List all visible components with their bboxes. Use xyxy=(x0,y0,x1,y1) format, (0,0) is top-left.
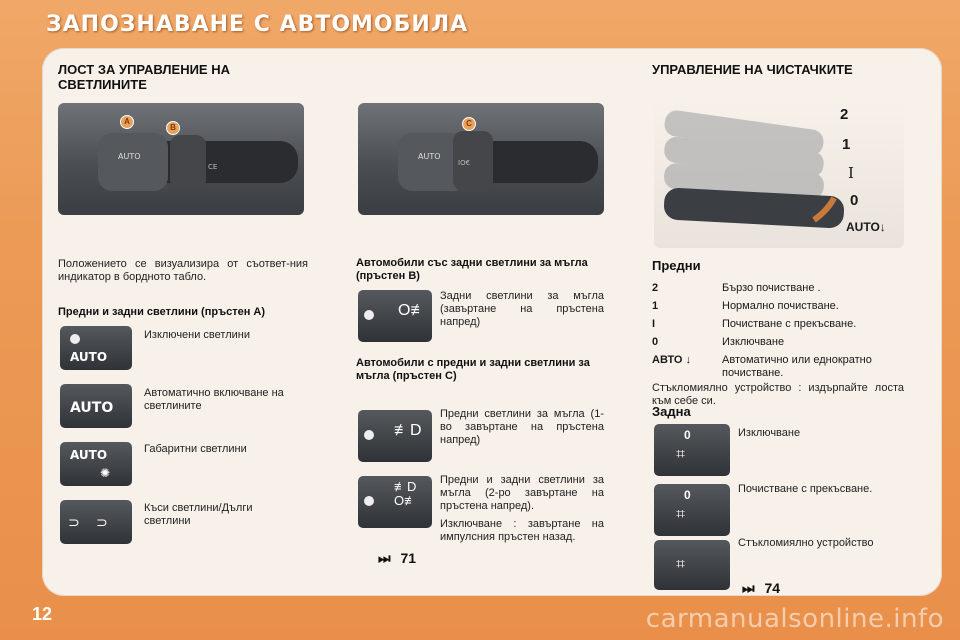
front-wiper-item xyxy=(652,300,912,314)
front-wiper-key: 1 xyxy=(652,300,659,312)
wiper-stalk-photo xyxy=(654,100,904,248)
lights-beam-thumb xyxy=(60,500,132,544)
watermark: carmanualsonline.info xyxy=(645,604,944,634)
front-fog-icon: ≢D xyxy=(394,422,422,439)
wipers-page-ref xyxy=(742,580,780,597)
washer-text: Стъкломиялно устройство : издърпайте лоста към себе си. xyxy=(652,382,904,407)
marker-a: A xyxy=(120,115,134,129)
front-wiper-value: Автоматично или еднократно почистване. xyxy=(722,354,872,379)
ring-a-item-beam: Къси светлини/Дълги светлини xyxy=(144,502,253,527)
ring-dot-icon xyxy=(364,496,374,506)
front-rear-fog-icon: ≢D O≢ xyxy=(394,479,418,508)
lights-page-ref xyxy=(378,550,416,567)
high-beam-icon: ⊃ xyxy=(96,514,108,530)
lights-auto-thumb xyxy=(60,384,132,428)
thumb-auto-label: AUTO xyxy=(70,350,108,364)
rear-wiper-intermittent-thumb xyxy=(654,484,730,536)
parking-light-icon: ✺ xyxy=(100,466,111,480)
marker-c: C xyxy=(462,117,476,131)
ring-dot-icon xyxy=(364,310,374,320)
front-wiper-key: I xyxy=(652,318,656,330)
ring-a-item-auto: Автоматично включване на светлините xyxy=(144,387,284,412)
front-rear-fog-heading: Автомобили с предни и задни светлини за мъгла (пръстен C) xyxy=(356,357,590,382)
front-fog-thumb xyxy=(358,410,432,462)
rear-wiper-intermittent: Почистване с прекъсване. xyxy=(738,483,873,495)
rear-wiper-washer-thumb xyxy=(654,540,730,590)
wiper-pos-2: 2 xyxy=(840,106,849,123)
front-fog-text: Предни светлини за мъгла (1-во завъртане на пръстена напред) xyxy=(440,408,604,446)
rear-wiper-zero-icon: 0 xyxy=(684,428,691,442)
front-wiper-key: 2 xyxy=(652,282,659,294)
svg-text:AUTO: AUTO xyxy=(118,152,141,161)
wipers-ref-number: 74 xyxy=(764,580,781,596)
front-wiper-key-text: АВТО xyxy=(652,354,683,366)
wiper-pos-0: 0 xyxy=(850,192,859,209)
low-beam-icon: ⊃ xyxy=(68,514,80,530)
wiper-pos-i: I xyxy=(848,164,854,182)
thumb-auto-label: AUTO xyxy=(70,400,114,416)
ring-dot-icon xyxy=(364,430,374,440)
rear-wiper-icon: ⌗ xyxy=(676,446,686,463)
wiper-pos-auto xyxy=(846,220,886,234)
wipers-heading: УПРАВЛЕНИЕ НА ЧИСТАЧКИТЕ xyxy=(652,62,853,77)
svg-text:IO€: IO€ xyxy=(458,159,471,167)
front-wiper-heading: Предни xyxy=(652,258,701,273)
page-number: 12 xyxy=(32,604,53,624)
front-wiper-key xyxy=(652,354,691,367)
lights-parking-thumb xyxy=(60,442,132,486)
front-rear-fog-text: Предни и задни светлини за мъгла (2-ро завъртане на пръстена напред). xyxy=(440,474,604,512)
rear-washer-icon: ⌗ xyxy=(676,556,686,573)
lights-stalk-fog-illustration xyxy=(358,103,604,215)
down-arrow-icon: ↓ xyxy=(685,354,692,366)
front-rear-fog-thumb xyxy=(358,476,432,528)
wiper-pos-1: 1 xyxy=(842,136,851,153)
ring-a-item-off: Изключени светлини xyxy=(144,329,250,341)
ring-a-heading: Предни и задни светлини (пръстен A) xyxy=(58,306,266,318)
lights-stalk-photo-ab xyxy=(58,103,304,215)
svg-text:AUTO: AUTO xyxy=(418,152,441,161)
wiper-auto-label: AUTO xyxy=(846,220,880,234)
off-dot-icon xyxy=(70,334,80,344)
rear-wiper-heading: Задна xyxy=(652,404,691,419)
front-wiper-item xyxy=(652,354,912,382)
svg-text:CE: CE xyxy=(208,163,218,171)
ring-a-item-parking: Габаритни светлини xyxy=(144,443,247,455)
fog-switch-off-text: Изключване : завъртане на импулсния пръстен назад. xyxy=(440,518,604,543)
rear-fog-heading: Автомобили със задни светлини за мъгла (пръстен B) xyxy=(356,257,588,282)
front-wiper-value: Почистване с прекъсване. xyxy=(722,318,857,330)
rear-wiper-icon: ⌗ xyxy=(676,506,686,523)
rear-fog-thumb xyxy=(358,290,432,342)
lights-intro-text: Положението се визуализира от съответ-ния индикатор в бордното табло. xyxy=(58,258,308,283)
rear-fog-icon: O≢ xyxy=(398,302,427,319)
fast-forward-icon: ⏭ xyxy=(378,550,391,566)
lights-off-thumb xyxy=(60,326,132,370)
marker-b: B xyxy=(166,121,180,135)
lights-stalk-illustration xyxy=(58,103,304,215)
front-wiper-item xyxy=(652,336,912,350)
front-wiper-value: Нормално почистване. xyxy=(722,300,839,312)
fast-forward-icon: ⏭ xyxy=(742,580,755,596)
page-title: ЗАПОЗНАВАНЕ С АВТОМОБИЛА xyxy=(46,12,469,37)
down-arrow-icon: ↓ xyxy=(879,220,886,234)
rear-wiper-off-thumb xyxy=(654,424,730,476)
rear-fog-text: Задни светлини за мъгла (завъртане на пръстена напред) xyxy=(440,290,604,328)
rear-wiper-off: Изключване xyxy=(738,427,801,439)
front-wiper-value: Бързо почистване . xyxy=(722,282,821,294)
lights-heading: ЛОСТ ЗА УПРАВЛЕНИЕ НА СВЕТЛИНИТЕ xyxy=(58,62,230,92)
front-wiper-item xyxy=(652,282,912,296)
rear-wiper-zero-icon: 0 xyxy=(684,488,691,502)
front-wiper-item xyxy=(652,318,912,332)
lights-ref-number: 71 xyxy=(400,550,417,566)
rear-wiper-washer: Стъкломиялно устройство xyxy=(738,537,874,549)
front-wiper-value: Изключване xyxy=(722,336,785,348)
front-wiper-key: 0 xyxy=(652,336,659,348)
thumb-auto-label: AUTO xyxy=(70,448,108,462)
lights-stalk-photo-c xyxy=(358,103,604,215)
